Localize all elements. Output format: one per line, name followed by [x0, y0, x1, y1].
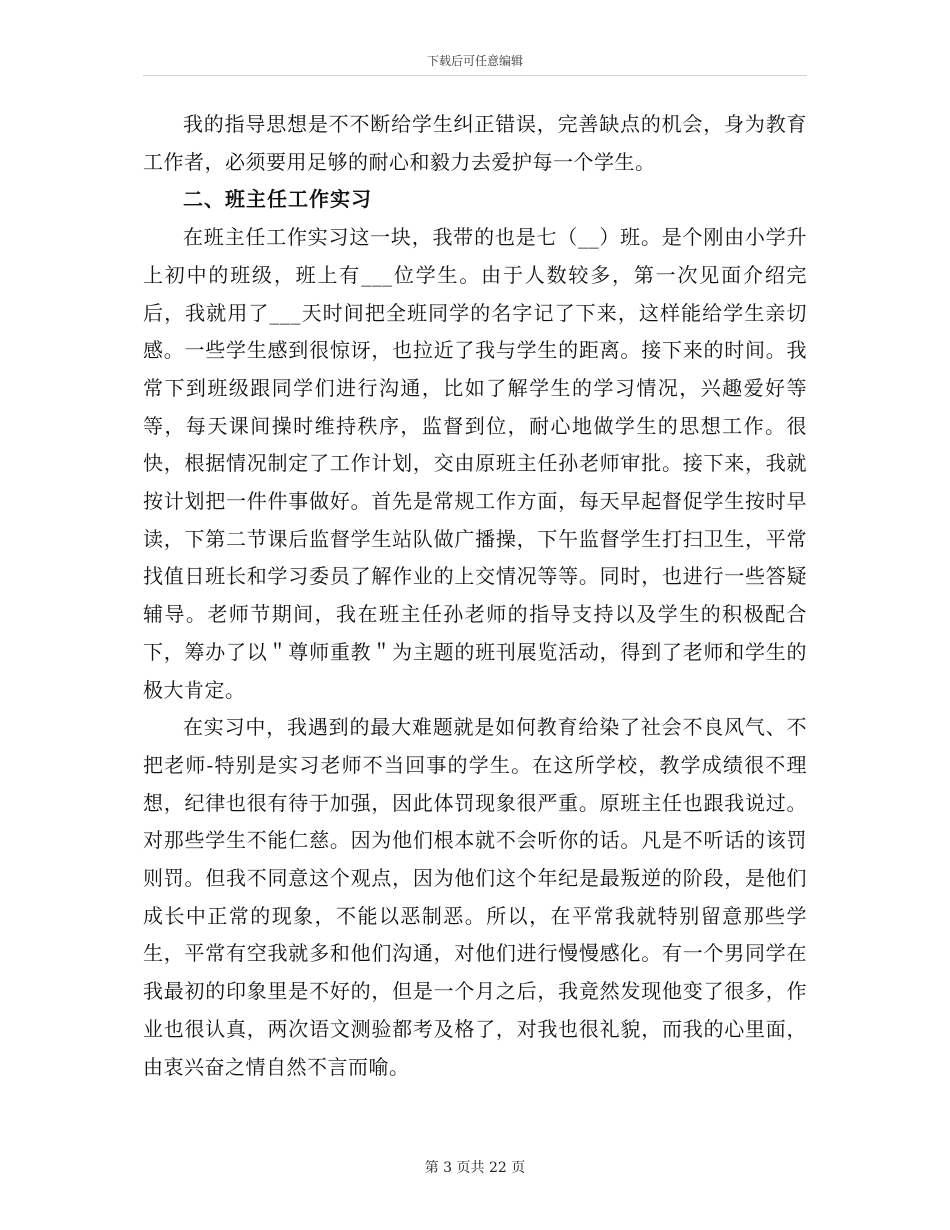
- section-heading-class-teacher-internship: 二、班主任工作实习: [183, 187, 372, 212]
- page-footer: 第 3 页共 22 页: [424, 1160, 526, 1176]
- paragraph-guiding-thought: 我的指导思想是不不断给学生纠正错误，完善缺点的机会，身为教育工作者，必须要用足够的耐心和毅力去爱护每一个学生。: [143, 112, 807, 174]
- page-header: 下载后可任意编辑: [426, 54, 523, 68]
- paragraph-class-teacher-work: 在班主任工作实习这一块，我带的也是七（__）班。是个刚由小学升上初中的班级，班上有___位学生。由于人数较多，第一次见面介绍完后，我就用了___天时间把全班同学的名字记了下来，这样能给学生亲切感。一些学生感到很惊讶，也拉近了我与学生的距离。接下来的时间。我常下到班级跟同学们进行沟通，比如了解学生的学习情况，兴趣爱好等等，每天课间操时维持秩序，监督到位，耐心地做学生的思想工作。很快，根据情况制定了工作计划，交由原班主任孙老师审批。接下来，我就按计划把一件件事做好。首先是常规工作方面，每天早起督促学生按时早读，下第二节课后监督学生站队做广播操，下午监督学生打扫卫生，平常找值日班长和学习委员了解作业的上交情况等等。同时，也进行一些答疑辅导。老师节期间，我在班主任孙老师的指导支持以及学生的积极配合下，筹办了以＂尊师重教＂为主题的班刊展览活动，得到了老师和学生的极大肯定。: [143, 225, 807, 702]
- paragraph-biggest-challenge: 在实习中，我遇到的最大难题就是如何教育给染了社会不良风气、不把老师-特别是实习老师不当回事的学生。在这所学校，教学成绩很不理想，纪律也很有待于加强，因此体罚现象很严重。原班主任也跟我说过。对那些学生不能仁慈。因为他们根本就不会听你的话。凡是不听话的该罚则罚。但我不同意这个观点，因为他们这个年纪是最叛逆的阶段，是他们成长中正常的现象，不能以恶制恶。所以，在平常我就特别留意那些学生，平常有空我就多和他们沟通，对他们进行慢慢感化。有一个男同学在我最初的印象里是不好的，但是一个月之后，我竟然发现他变了很多，作业也很认真，两次语文测验都考及格了，对我也很礼貌，而我的心里面，由衷兴奋之情自然不言而喻。: [143, 715, 807, 1079]
- page-body: [143, 106, 807, 1086]
- header-divider: [143, 75, 807, 76]
